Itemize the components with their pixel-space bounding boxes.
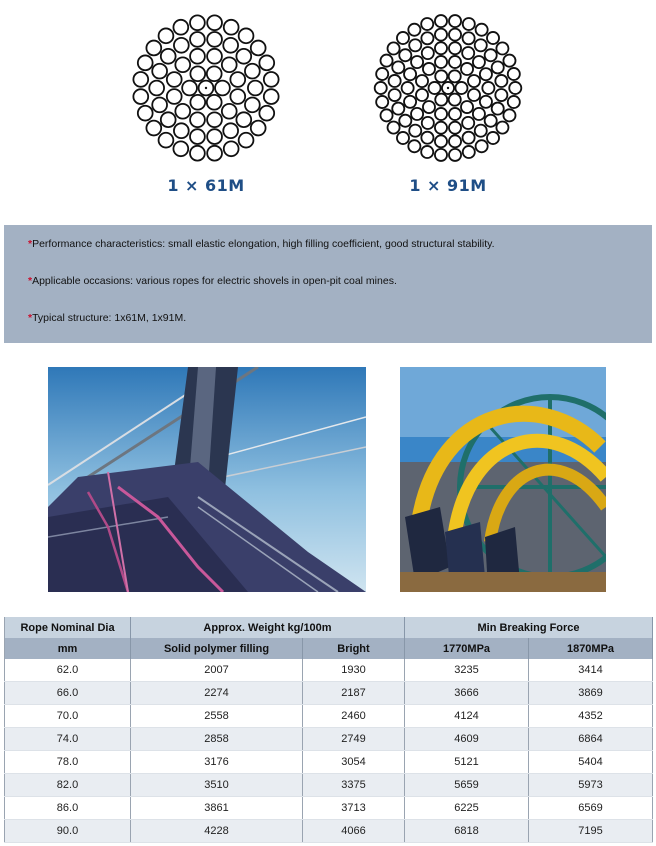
wire <box>449 135 461 147</box>
wire <box>408 24 420 36</box>
wire <box>392 61 404 73</box>
wire <box>416 89 428 101</box>
cell-solid: 4228 <box>131 820 303 843</box>
wire <box>251 121 266 136</box>
wire <box>230 89 245 104</box>
wire <box>421 18 433 30</box>
wire <box>224 141 239 156</box>
table-row <box>5 751 653 774</box>
wire <box>375 82 387 94</box>
wire <box>462 117 474 129</box>
wire <box>468 89 480 101</box>
wire <box>496 42 508 54</box>
wire <box>133 72 148 87</box>
table-row <box>5 659 653 682</box>
cell-1870: 3414 <box>529 659 653 682</box>
wire <box>236 112 251 127</box>
wire <box>174 38 189 53</box>
wire <box>409 125 421 137</box>
table-row <box>5 774 653 797</box>
wire <box>389 89 401 101</box>
wire <box>392 103 404 115</box>
wire <box>422 117 434 129</box>
cell-1770: 3235 <box>405 659 529 682</box>
cell-1770: 6225 <box>405 797 529 820</box>
info-performance: *Performance characteristics: small elastic elongation, high filling coefficient, good structural stability. <box>28 238 495 250</box>
cell-bright: 3375 <box>303 774 405 797</box>
wire <box>161 49 176 64</box>
wire <box>174 123 189 138</box>
wire <box>435 108 447 120</box>
wire <box>175 104 190 119</box>
wire <box>503 55 515 67</box>
wire <box>449 122 461 134</box>
wire <box>175 57 190 72</box>
cell-solid: 3176 <box>131 751 303 774</box>
cell-dia: 78.0 <box>5 751 131 774</box>
wire <box>449 29 461 41</box>
wire <box>167 89 182 104</box>
wire <box>376 96 388 108</box>
wire <box>207 95 222 110</box>
wire <box>435 149 447 161</box>
wire <box>492 103 504 115</box>
wire <box>264 89 279 104</box>
cell-dia: 90.0 <box>5 820 131 843</box>
cell-1870: 6569 <box>529 797 653 820</box>
cell-1870: 7195 <box>529 820 653 843</box>
cell-dia: 82.0 <box>5 774 131 797</box>
wire <box>508 96 520 108</box>
cell-dia: 66.0 <box>5 682 131 705</box>
cell-bright: 3054 <box>303 751 405 774</box>
info-panel <box>4 225 652 343</box>
wire <box>463 146 475 158</box>
cell-solid: 2558 <box>131 705 303 728</box>
cell-dia: 86.0 <box>5 797 131 820</box>
cell-dia: 70.0 <box>5 705 131 728</box>
wire <box>449 42 461 54</box>
cell-solid: 2007 <box>131 659 303 682</box>
cell-bright: 2460 <box>303 705 405 728</box>
wire <box>388 121 400 133</box>
wire <box>421 146 433 158</box>
cell-1770: 5121 <box>405 751 529 774</box>
wire <box>248 81 263 96</box>
wire <box>435 94 447 106</box>
cell-bright: 4066 <box>303 820 405 843</box>
cell-1870: 3869 <box>529 682 653 705</box>
wire <box>376 68 388 80</box>
wire <box>389 75 401 87</box>
wire <box>463 32 475 44</box>
wire <box>423 101 435 113</box>
wire <box>397 32 409 44</box>
cell-1770: 6818 <box>405 820 529 843</box>
wire <box>207 146 222 161</box>
wire <box>463 18 475 30</box>
wire <box>455 82 467 94</box>
cell-1870: 5404 <box>529 751 653 774</box>
cell-1870: 5973 <box>529 774 653 797</box>
cell-1770: 3666 <box>405 682 529 705</box>
strand-1x91m-diagram <box>368 8 528 168</box>
wire <box>449 108 461 120</box>
wire <box>482 82 494 94</box>
wire <box>388 42 400 54</box>
wire <box>236 49 251 64</box>
wire <box>146 121 161 136</box>
wire <box>190 15 205 30</box>
wire <box>399 115 411 127</box>
wire <box>435 29 447 41</box>
rope-reel-photo <box>400 367 606 592</box>
wire <box>161 112 176 127</box>
cell-1870: 4352 <box>529 705 653 728</box>
wire <box>230 72 245 87</box>
table-row <box>5 705 653 728</box>
wire <box>399 49 411 61</box>
wire <box>146 41 161 56</box>
wire <box>224 20 239 35</box>
wire <box>173 20 188 35</box>
wire <box>435 70 447 82</box>
wire <box>449 94 461 106</box>
wire <box>138 55 153 70</box>
cell-bright: 3713 <box>303 797 405 820</box>
wire <box>190 146 205 161</box>
wire <box>207 129 222 144</box>
wire <box>152 97 167 112</box>
wire <box>449 15 461 27</box>
wire <box>487 132 499 144</box>
cell-1770: 4124 <box>405 705 529 728</box>
wire <box>411 108 423 120</box>
cell-dia: 74.0 <box>5 728 131 751</box>
wire <box>475 125 487 137</box>
wire <box>449 70 461 82</box>
core-dot <box>447 87 449 89</box>
wire <box>411 56 423 68</box>
wire <box>190 49 205 64</box>
wire <box>449 149 461 161</box>
wire <box>435 122 447 134</box>
header-rope-dia: Rope Nominal Dia <box>5 617 131 638</box>
wire <box>207 49 222 64</box>
cell-solid: 2858 <box>131 728 303 751</box>
header-bright: Bright <box>303 638 405 659</box>
wire <box>428 82 440 94</box>
cell-1770: 4609 <box>405 728 529 751</box>
wire <box>461 63 473 75</box>
wire <box>182 81 197 96</box>
header-breaking-force: Min Breaking Force <box>405 617 653 638</box>
wire <box>222 104 237 119</box>
header-weight: Approx. Weight kg/100m <box>131 617 405 638</box>
wire <box>449 56 461 68</box>
caption-1x61m: 1 × 61M <box>167 176 245 195</box>
wire <box>475 39 487 51</box>
wire <box>190 66 205 81</box>
wire <box>473 56 485 68</box>
caption-1x91m: 1 × 91M <box>409 176 487 195</box>
wire <box>239 133 254 148</box>
wire <box>463 132 475 144</box>
wire <box>461 101 473 113</box>
wire <box>473 108 485 120</box>
wire <box>409 39 421 51</box>
wire <box>380 109 392 121</box>
wire <box>435 135 447 147</box>
wire <box>416 75 428 87</box>
wire <box>423 63 435 75</box>
wire <box>133 89 148 104</box>
wire <box>245 97 260 112</box>
wire <box>207 32 222 47</box>
wire <box>422 47 434 59</box>
wire <box>259 106 274 121</box>
wire <box>508 68 520 80</box>
wire <box>496 121 508 133</box>
table-header-row-1 <box>5 617 653 638</box>
wire <box>397 132 409 144</box>
info-applicable: *Applicable occasions: various ropes for electric shovels in open-pit coal mines. <box>28 275 397 287</box>
wire <box>435 42 447 54</box>
wire <box>222 57 237 72</box>
wire <box>468 75 480 87</box>
wire <box>190 129 205 144</box>
wire <box>152 64 167 79</box>
table-row <box>5 797 653 820</box>
cell-solid: 3861 <box>131 797 303 820</box>
cell-bright: 2749 <box>303 728 405 751</box>
wire <box>259 55 274 70</box>
wire <box>421 132 433 144</box>
info-structure: *Typical structure: 1x61M, 1x91M. <box>28 312 187 324</box>
wire <box>404 68 416 80</box>
wire <box>190 32 205 47</box>
wire <box>435 56 447 68</box>
wire <box>190 112 205 127</box>
cell-1870: 6864 <box>529 728 653 751</box>
wire <box>215 81 230 96</box>
wire <box>485 49 497 61</box>
wire <box>167 72 182 87</box>
wire <box>245 64 260 79</box>
wire <box>408 140 420 152</box>
header-1770mpa: 1770MPa <box>405 638 529 659</box>
wire <box>495 89 507 101</box>
cell-bright: 2187 <box>303 682 405 705</box>
cell-bright: 1930 <box>303 659 405 682</box>
wire <box>503 109 515 121</box>
wire <box>487 32 499 44</box>
wire <box>495 75 507 87</box>
wire <box>223 123 238 138</box>
cell-dia: 62.0 <box>5 659 131 682</box>
wire <box>173 141 188 156</box>
wire <box>480 68 492 80</box>
table-header-row-2 <box>5 638 653 659</box>
core-dot <box>205 87 207 89</box>
wire <box>476 24 488 36</box>
wire <box>421 32 433 44</box>
header-1870mpa: 1870MPa <box>529 638 653 659</box>
wire <box>462 47 474 59</box>
wire <box>239 28 254 43</box>
wire <box>435 15 447 27</box>
table-row <box>5 728 653 751</box>
wire <box>480 96 492 108</box>
wire <box>149 81 164 96</box>
wire <box>190 95 205 110</box>
wire <box>404 96 416 108</box>
wire <box>207 66 222 81</box>
strand-1x61m-diagram <box>126 8 286 168</box>
wire <box>159 28 174 43</box>
wire <box>207 15 222 30</box>
wire <box>476 140 488 152</box>
wire <box>159 133 174 148</box>
wire <box>138 106 153 121</box>
wire <box>402 82 414 94</box>
table-row <box>5 682 653 705</box>
header-mm: mm <box>5 638 131 659</box>
wire <box>509 82 521 94</box>
cell-1770: 5659 <box>405 774 529 797</box>
wire <box>251 41 266 56</box>
wire <box>223 38 238 53</box>
spec-table <box>4 617 653 843</box>
wire <box>485 115 497 127</box>
cell-solid: 3510 <box>131 774 303 797</box>
wire <box>380 55 392 67</box>
electric-shovel-photo <box>48 367 366 592</box>
table-row <box>5 820 653 843</box>
cell-solid: 2274 <box>131 682 303 705</box>
header-solid-polymer: Solid polymer filling <box>131 638 303 659</box>
wire <box>207 112 222 127</box>
wire <box>264 72 279 87</box>
wire <box>492 61 504 73</box>
